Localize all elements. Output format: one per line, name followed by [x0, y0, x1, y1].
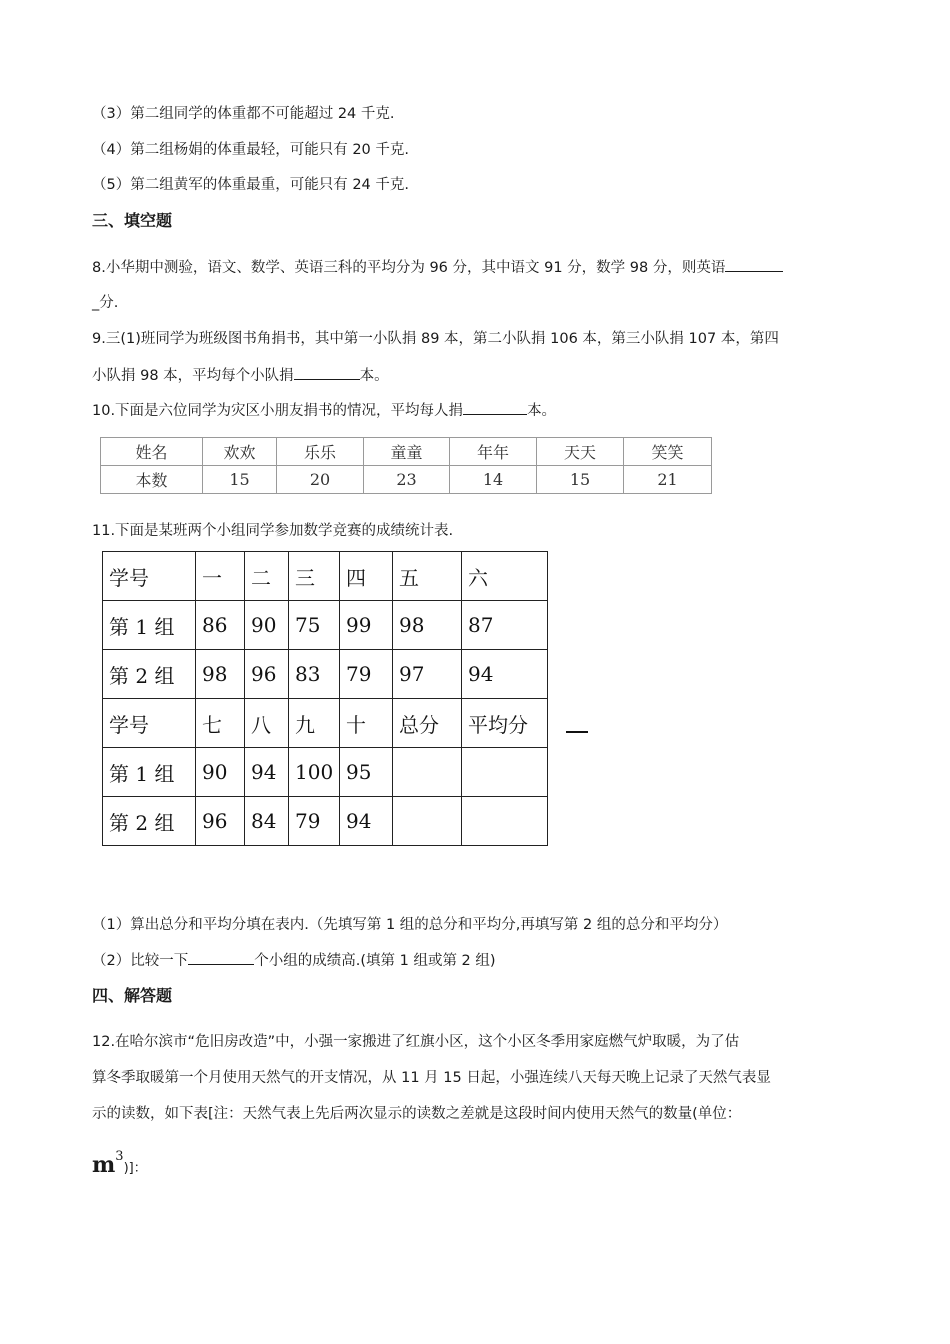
q8-answer-blank[interactable] — [725, 257, 783, 272]
table-cell: 七 — [196, 699, 245, 748]
q8-text: 8.小华期中测验，语文、数学、英语三科的平均分为 96 分，其中语文 91 分，数学 98 分，则英语 — [92, 260, 726, 276]
table-cell: 乐乐 — [277, 438, 364, 466]
table-cell: 14 — [450, 466, 537, 494]
table-cell: 一 — [196, 552, 245, 601]
table-cell: 九 — [289, 699, 340, 748]
table-cell: 94 — [462, 650, 548, 699]
table-cell: 15 — [203, 466, 277, 494]
table-cell: 87 — [462, 601, 548, 650]
q12-tail: )]： — [123, 1161, 147, 1176]
table-cell: 二 — [245, 552, 289, 601]
table-cell: 84 — [245, 797, 289, 846]
table-cell: 第 2 组 — [103, 797, 196, 846]
q9-answer-blank[interactable] — [294, 365, 360, 380]
q9-line1: 9.三(1)班同学为班级图书角捐书，其中第一小队捐 89 本，第二小队捐 106 本，第三小队捐 107 本，第四 — [92, 331, 779, 347]
score-table — [102, 551, 548, 846]
q10-line — [92, 400, 556, 421]
table-cell: 98 — [196, 650, 245, 699]
section2-item-5: （5）第二组黄军的体重最重，可能只有 24 千克. — [92, 177, 410, 193]
table-cell: 94 — [340, 797, 393, 846]
table-cell: 90 — [196, 748, 245, 797]
q12-line1: 12.在哈尔滨市“危旧房改造”中，小强一家搬进了红旗小区，这个小区冬季用家庭燃气炉取暖，为了估 — [92, 1034, 740, 1050]
table-cell: 75 — [289, 601, 340, 650]
table-cell: 98 — [393, 601, 462, 650]
table-cell: 四 — [340, 552, 393, 601]
table-cell: 十 — [340, 699, 393, 748]
table-cell: 20 — [277, 466, 364, 494]
table-cell: 第 2 组 — [103, 650, 196, 699]
q11-sub2-text: （2）比较一下 — [92, 953, 189, 969]
section3-heading: 三、填空题 — [92, 211, 173, 230]
donation-table — [100, 437, 712, 494]
table-cell: 15 — [537, 466, 624, 494]
q9-line2 — [92, 365, 389, 386]
section4-heading: 四、解答题 — [92, 986, 173, 1005]
q8-line1 — [92, 257, 783, 278]
q10-suffix: 本。 — [527, 403, 557, 419]
table-cell: 第 1 组 — [103, 748, 196, 797]
table-cell: 83 — [289, 650, 340, 699]
table-cell: 100 — [289, 748, 340, 797]
group1-average-cell[interactable] — [462, 748, 548, 797]
table-row — [101, 466, 712, 494]
table-cell: 欢欢 — [203, 438, 277, 466]
table-cell: 96 — [245, 650, 289, 699]
q11-intro: 11.下面是某班两个小组同学参加数学竞赛的成绩统计表. — [92, 523, 454, 539]
q11-sub2 — [92, 950, 496, 971]
table-cell: 六 — [462, 552, 548, 601]
table-cell: 86 — [196, 601, 245, 650]
table-row — [103, 650, 548, 699]
table-cell: 笑笑 — [624, 438, 712, 466]
q11-sub2-suffix: 个小组的成绩高.(填第 1 组或第 2 组) — [254, 953, 496, 969]
q9-text: 小队捐 98 本，平均每个小队捐 — [92, 368, 294, 384]
table-row — [103, 601, 548, 650]
table-cell: 79 — [289, 797, 340, 846]
q11-sub1: （1）算出总分和平均分填在表内.（先填写第 1 组的总分和平均分,再填写第 2 组的总分和平均分） — [92, 917, 728, 933]
table-row — [103, 748, 548, 797]
table-cell: 平均分 — [462, 699, 548, 748]
q12-line2: 算冬季取暖第一个月使用天然气的开支情况，从 11 月 15 日起，小强连续八天每天晚上记录了天然气表显 — [92, 1070, 771, 1086]
table-cell: 天天 — [537, 438, 624, 466]
table-cell: 97 — [393, 650, 462, 699]
q9-suffix: 本。 — [359, 368, 389, 384]
q8-line2 — [92, 293, 118, 313]
table-cell: 总分 — [393, 699, 462, 748]
section2-item-4: （4）第二组杨娟的体重最轻，可能只有 20 千克. — [92, 142, 410, 158]
group1-total-cell[interactable] — [393, 748, 462, 797]
table-cell: 94 — [245, 748, 289, 797]
table-cell: 95 — [340, 748, 393, 797]
unit-cubic-meter — [92, 1148, 147, 1178]
table-cell: 90 — [245, 601, 289, 650]
table-cell: 年年 — [450, 438, 537, 466]
table-row — [103, 699, 548, 748]
table-cell: 99 — [340, 601, 393, 650]
table-cell: 八 — [245, 699, 289, 748]
q12-line3: 示的读数，如下表[注：天然气表上先后两次显示的读数之差就是这段时间内使用天然气的数量(单位： — [92, 1106, 742, 1122]
table-cell: 21 — [624, 466, 712, 494]
table-cell: 五 — [393, 552, 462, 601]
q8-blank-continuation: _ — [92, 295, 100, 311]
section2-item-3: （3）第二组同学的体重都不可能超过 24 千克. — [92, 106, 395, 122]
table-cell: 学号 — [103, 552, 196, 601]
table-row — [103, 552, 548, 601]
q10-text: 10.下面是六位同学为灾区小朋友捐书的情况，平均每人捐 — [92, 403, 464, 419]
table-row — [101, 438, 712, 466]
group2-average-cell[interactable] — [462, 797, 548, 846]
q11-answer-blank[interactable] — [188, 950, 254, 965]
table-cell: 童童 — [364, 438, 450, 466]
group2-total-cell[interactable] — [393, 797, 462, 846]
answer-dash — [566, 731, 588, 733]
unit-symbol: m — [92, 1152, 116, 1178]
table-cell: 79 — [340, 650, 393, 699]
table-cell: 96 — [196, 797, 245, 846]
table-cell: 姓名 — [101, 438, 203, 466]
table-cell: 第 1 组 — [103, 601, 196, 650]
q8-suffix: 分. — [99, 295, 119, 311]
table-row — [103, 797, 548, 846]
unit-exponent: 3 — [115, 1148, 124, 1164]
table-cell: 学号 — [103, 699, 196, 748]
table-cell: 23 — [364, 466, 450, 494]
table-cell: 三 — [289, 552, 340, 601]
table-cell: 本数 — [101, 466, 203, 494]
q10-answer-blank[interactable] — [463, 400, 527, 415]
